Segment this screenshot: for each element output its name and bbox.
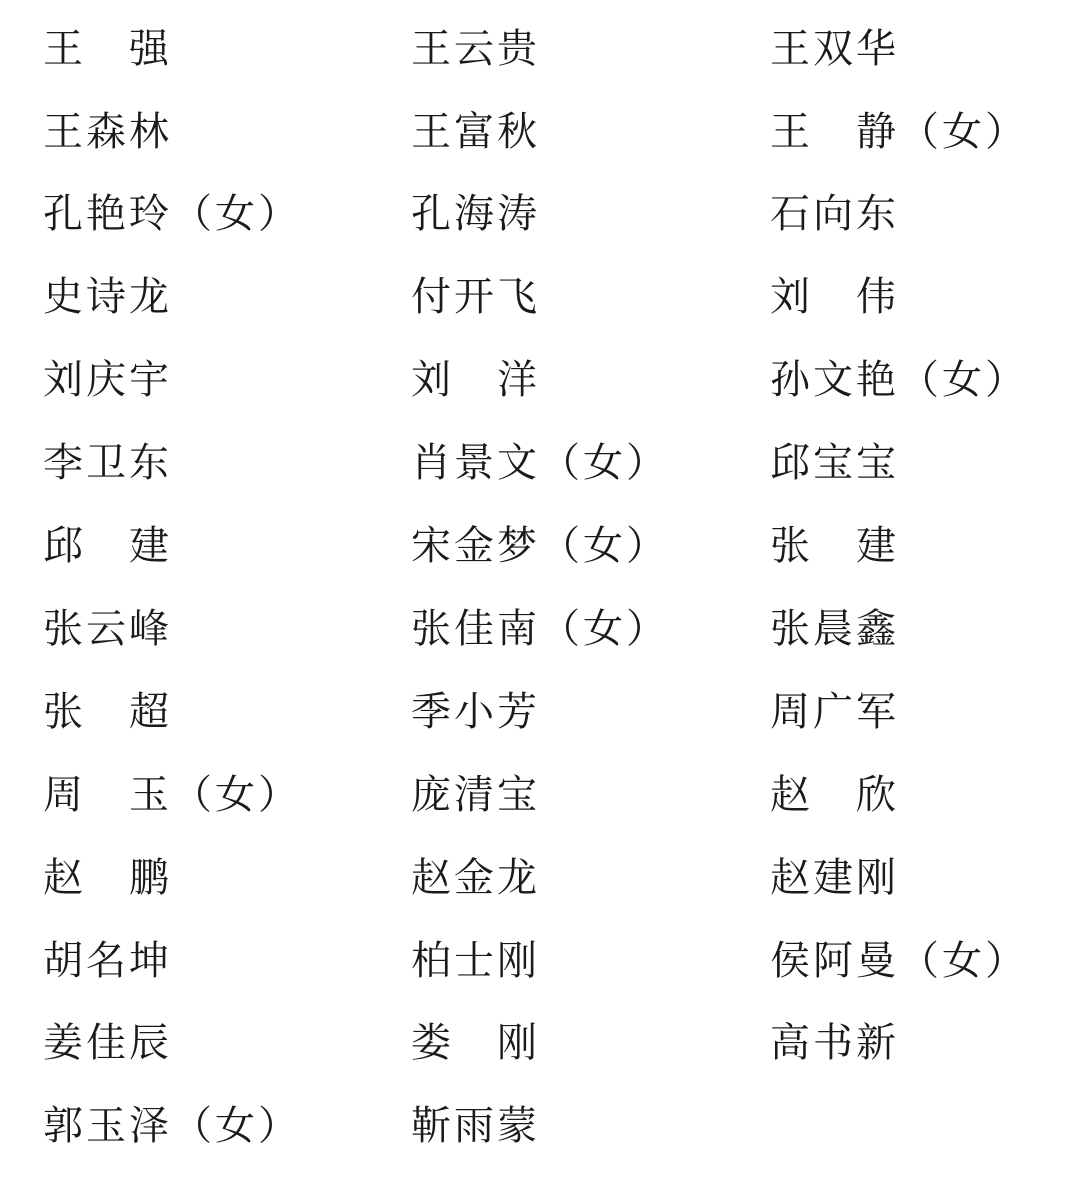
name-entry: 王 静（女） [770, 109, 1028, 155]
name-entry: 柏士刚 [411, 938, 540, 984]
name-entry: 季小芳 [411, 689, 540, 735]
name-entry: 靳雨蒙 [411, 1103, 540, 1149]
name-entry: 张 建 [770, 523, 899, 569]
name-entry: 张晨鑫 [770, 606, 899, 652]
name-row [0, 184, 1080, 244]
name-entry: 史诗龙 [43, 274, 172, 320]
name-entry: 邱 建 [43, 523, 172, 569]
name-row [0, 1013, 1080, 1073]
name-entry: 付开飞 [411, 274, 540, 320]
name-entry: 娄 刚 [411, 1020, 540, 1066]
name-entry: 周广军 [770, 689, 899, 735]
name-entry: 刘 伟 [770, 274, 899, 320]
name-entry: 高书新 [770, 1020, 899, 1066]
name-row [0, 599, 1080, 659]
name-entry: 姜佳辰 [43, 1020, 172, 1066]
name-entry: 王富秋 [411, 109, 540, 155]
name-entry: 李卫东 [43, 440, 172, 486]
name-row [0, 848, 1080, 908]
name-row [0, 267, 1080, 327]
name-row [0, 350, 1080, 410]
name-row [0, 682, 1080, 742]
name-entry: 郭玉泽（女） [43, 1103, 301, 1149]
name-entry: 石向东 [770, 191, 899, 237]
name-entry: 侯阿曼（女） [770, 938, 1028, 984]
name-entry: 孙文艳（女） [770, 357, 1028, 403]
name-entry: 王双华 [770, 26, 899, 72]
name-entry: 肖景文（女） [411, 440, 669, 486]
name-row [0, 516, 1080, 576]
name-entry: 庞清宝 [411, 772, 540, 818]
name-entry: 刘 洋 [411, 357, 540, 403]
name-entry: 刘庆宇 [43, 357, 172, 403]
name-entry: 张云峰 [43, 606, 172, 652]
name-row [0, 19, 1080, 79]
name-entry: 孔海涛 [411, 191, 540, 237]
name-entry: 胡名坤 [43, 938, 172, 984]
name-entry: 邱宝宝 [770, 440, 899, 486]
name-entry: 王云贵 [411, 26, 540, 72]
name-row [0, 765, 1080, 825]
name-row [0, 1096, 1080, 1156]
name-entry: 赵建刚 [770, 855, 899, 901]
name-entry: 赵 欣 [770, 772, 899, 818]
name-row [0, 931, 1080, 991]
name-entry: 孔艳玲（女） [43, 191, 301, 237]
name-entry: 赵金龙 [411, 855, 540, 901]
name-entry: 王森林 [43, 109, 172, 155]
name-entry: 张 超 [43, 689, 172, 735]
name-entry: 王 强 [43, 26, 172, 72]
name-row [0, 433, 1080, 493]
name-row [0, 102, 1080, 162]
name-entry: 宋金梦（女） [411, 523, 669, 569]
name-entry: 周 玉（女） [43, 772, 301, 818]
name-entry: 张佳南（女） [411, 606, 669, 652]
name-entry: 赵 鹏 [43, 855, 172, 901]
